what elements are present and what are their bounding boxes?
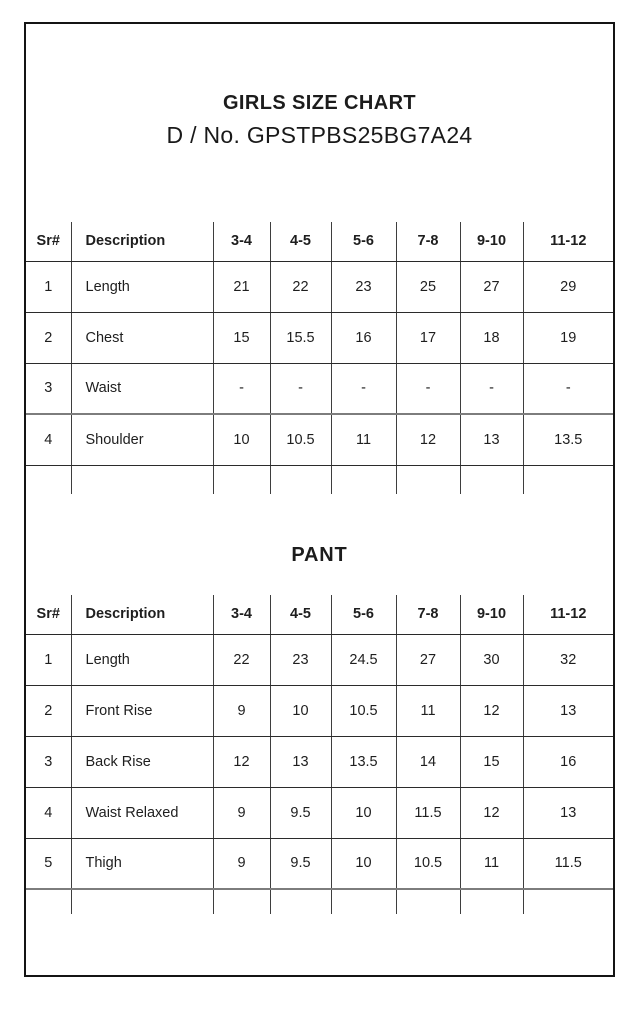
column-header: 11-12 — [523, 595, 613, 634]
spacer-cell — [26, 889, 71, 914]
size-value-cell: 19 — [523, 312, 613, 363]
sr-cell: 2 — [26, 685, 71, 736]
size-value-cell: 11.5 — [396, 787, 460, 838]
column-header: 5-6 — [331, 595, 396, 634]
table-row — [26, 312, 613, 363]
spacer-cell — [331, 889, 396, 914]
size-value-cell: 11 — [460, 838, 523, 889]
spacer-cell — [270, 889, 331, 914]
table-row — [26, 363, 613, 414]
size-value-cell: 24.5 — [331, 634, 396, 685]
spacer-cell — [523, 465, 613, 494]
table-row — [26, 261, 613, 312]
spacer-cell — [396, 889, 460, 914]
size-value-cell: 12 — [396, 414, 460, 465]
size-value-cell: 23 — [331, 261, 396, 312]
sr-cell: 1 — [26, 261, 71, 312]
size-value-cell: 13 — [523, 787, 613, 838]
description-cell: Front Rise — [71, 685, 213, 736]
sr-cell: 1 — [26, 634, 71, 685]
size-value-cell: 15 — [213, 312, 270, 363]
size-value-cell: 9 — [213, 838, 270, 889]
size-value-cell: 13 — [460, 414, 523, 465]
size-value-cell: 13 — [523, 685, 613, 736]
size-value-cell: 10.5 — [331, 685, 396, 736]
table-row — [26, 787, 613, 838]
size-value-cell: 27 — [396, 634, 460, 685]
size-value-cell: 12 — [213, 736, 270, 787]
table-row — [26, 634, 613, 685]
spacer-cell — [26, 465, 71, 494]
size-value-cell: - — [213, 363, 270, 414]
size-value-cell: 13.5 — [331, 736, 396, 787]
size-value-cell: 29 — [523, 261, 613, 312]
spacer-cell — [331, 465, 396, 494]
size-value-cell: 15.5 — [270, 312, 331, 363]
column-header: Description — [71, 222, 213, 261]
page-title: GIRLS SIZE CHART — [222, 92, 417, 114]
size-value-cell: 18 — [460, 312, 523, 363]
spacer-cell — [71, 465, 213, 494]
column-header: 7-8 — [396, 222, 460, 261]
size-value-cell: 11.5 — [523, 838, 613, 889]
column-header: 7-8 — [396, 595, 460, 634]
column-header: 4-5 — [270, 222, 331, 261]
size-value-cell: 16 — [331, 312, 396, 363]
description-cell: Chest — [71, 312, 213, 363]
table-row — [26, 414, 613, 465]
spacer-cell — [213, 465, 270, 494]
size-value-cell: 12 — [460, 787, 523, 838]
size-value-cell: 11 — [396, 685, 460, 736]
spacer-cell — [270, 465, 331, 494]
size-value-cell: - — [460, 363, 523, 414]
header-row — [26, 595, 613, 634]
size-chart-page — [24, 22, 615, 977]
description-cell: Waist — [71, 363, 213, 414]
size-value-cell: 10 — [331, 787, 396, 838]
size-value-cell: - — [523, 363, 613, 414]
size-value-cell: 9.5 — [270, 787, 331, 838]
spacer-cell — [396, 465, 460, 494]
shirt-size-table — [26, 222, 613, 494]
size-value-cell: - — [331, 363, 396, 414]
description-cell: Waist Relaxed — [71, 787, 213, 838]
spacer-cell — [71, 889, 213, 914]
size-value-cell: 16 — [523, 736, 613, 787]
spacer-cell — [523, 889, 613, 914]
column-header: Sr# — [26, 595, 71, 634]
column-header: Sr# — [26, 222, 71, 261]
description-cell: Shoulder — [71, 414, 213, 465]
size-value-cell: 32 — [523, 634, 613, 685]
size-value-cell: - — [396, 363, 460, 414]
design-number: D / No. GPSTPBS25BG7A24 — [166, 122, 473, 148]
size-value-cell: 9.5 — [270, 838, 331, 889]
size-value-cell: 11 — [331, 414, 396, 465]
pant-section-heading: PANT — [291, 544, 348, 566]
spacer-cell — [460, 465, 523, 494]
description-cell: Thigh — [71, 838, 213, 889]
size-value-cell: 14 — [396, 736, 460, 787]
column-header: 5-6 — [331, 222, 396, 261]
spacer-cell — [213, 889, 270, 914]
size-value-cell: 27 — [460, 261, 523, 312]
column-header: 4-5 — [270, 595, 331, 634]
size-value-cell: 21 — [213, 261, 270, 312]
size-value-cell: 15 — [460, 736, 523, 787]
size-value-cell: 10.5 — [396, 838, 460, 889]
size-value-cell: 12 — [460, 685, 523, 736]
sr-cell: 3 — [26, 736, 71, 787]
column-header: 9-10 — [460, 595, 523, 634]
size-value-cell: 23 — [270, 634, 331, 685]
size-value-cell: 30 — [460, 634, 523, 685]
table-row — [26, 685, 613, 736]
description-cell: Length — [71, 261, 213, 312]
size-value-cell: 9 — [213, 787, 270, 838]
size-value-cell: 25 — [396, 261, 460, 312]
table-row — [26, 736, 613, 787]
spacer-row — [26, 889, 613, 914]
size-value-cell: 22 — [270, 261, 331, 312]
sr-cell: 4 — [26, 414, 71, 465]
spacer-cell — [460, 889, 523, 914]
sr-cell: 5 — [26, 838, 71, 889]
size-value-cell: - — [270, 363, 331, 414]
sr-cell: 4 — [26, 787, 71, 838]
size-value-cell: 22 — [213, 634, 270, 685]
size-value-cell: 10 — [270, 685, 331, 736]
size-value-cell: 17 — [396, 312, 460, 363]
pant-size-table — [26, 595, 613, 914]
size-value-cell: 10 — [331, 838, 396, 889]
size-value-cell: 10 — [213, 414, 270, 465]
column-header: 3-4 — [213, 595, 270, 634]
size-value-cell: 10.5 — [270, 414, 331, 465]
column-header: 9-10 — [460, 222, 523, 261]
column-header: 3-4 — [213, 222, 270, 261]
spacer-row — [26, 465, 613, 494]
description-cell: Back Rise — [71, 736, 213, 787]
size-value-cell: 9 — [213, 685, 270, 736]
header-row — [26, 222, 613, 261]
sr-cell: 2 — [26, 312, 71, 363]
description-cell: Length — [71, 634, 213, 685]
column-header: Description — [71, 595, 213, 634]
table-row — [26, 838, 613, 889]
sr-cell: 3 — [26, 363, 71, 414]
column-header: 11-12 — [523, 222, 613, 261]
size-value-cell: 13.5 — [523, 414, 613, 465]
size-value-cell: 13 — [270, 736, 331, 787]
